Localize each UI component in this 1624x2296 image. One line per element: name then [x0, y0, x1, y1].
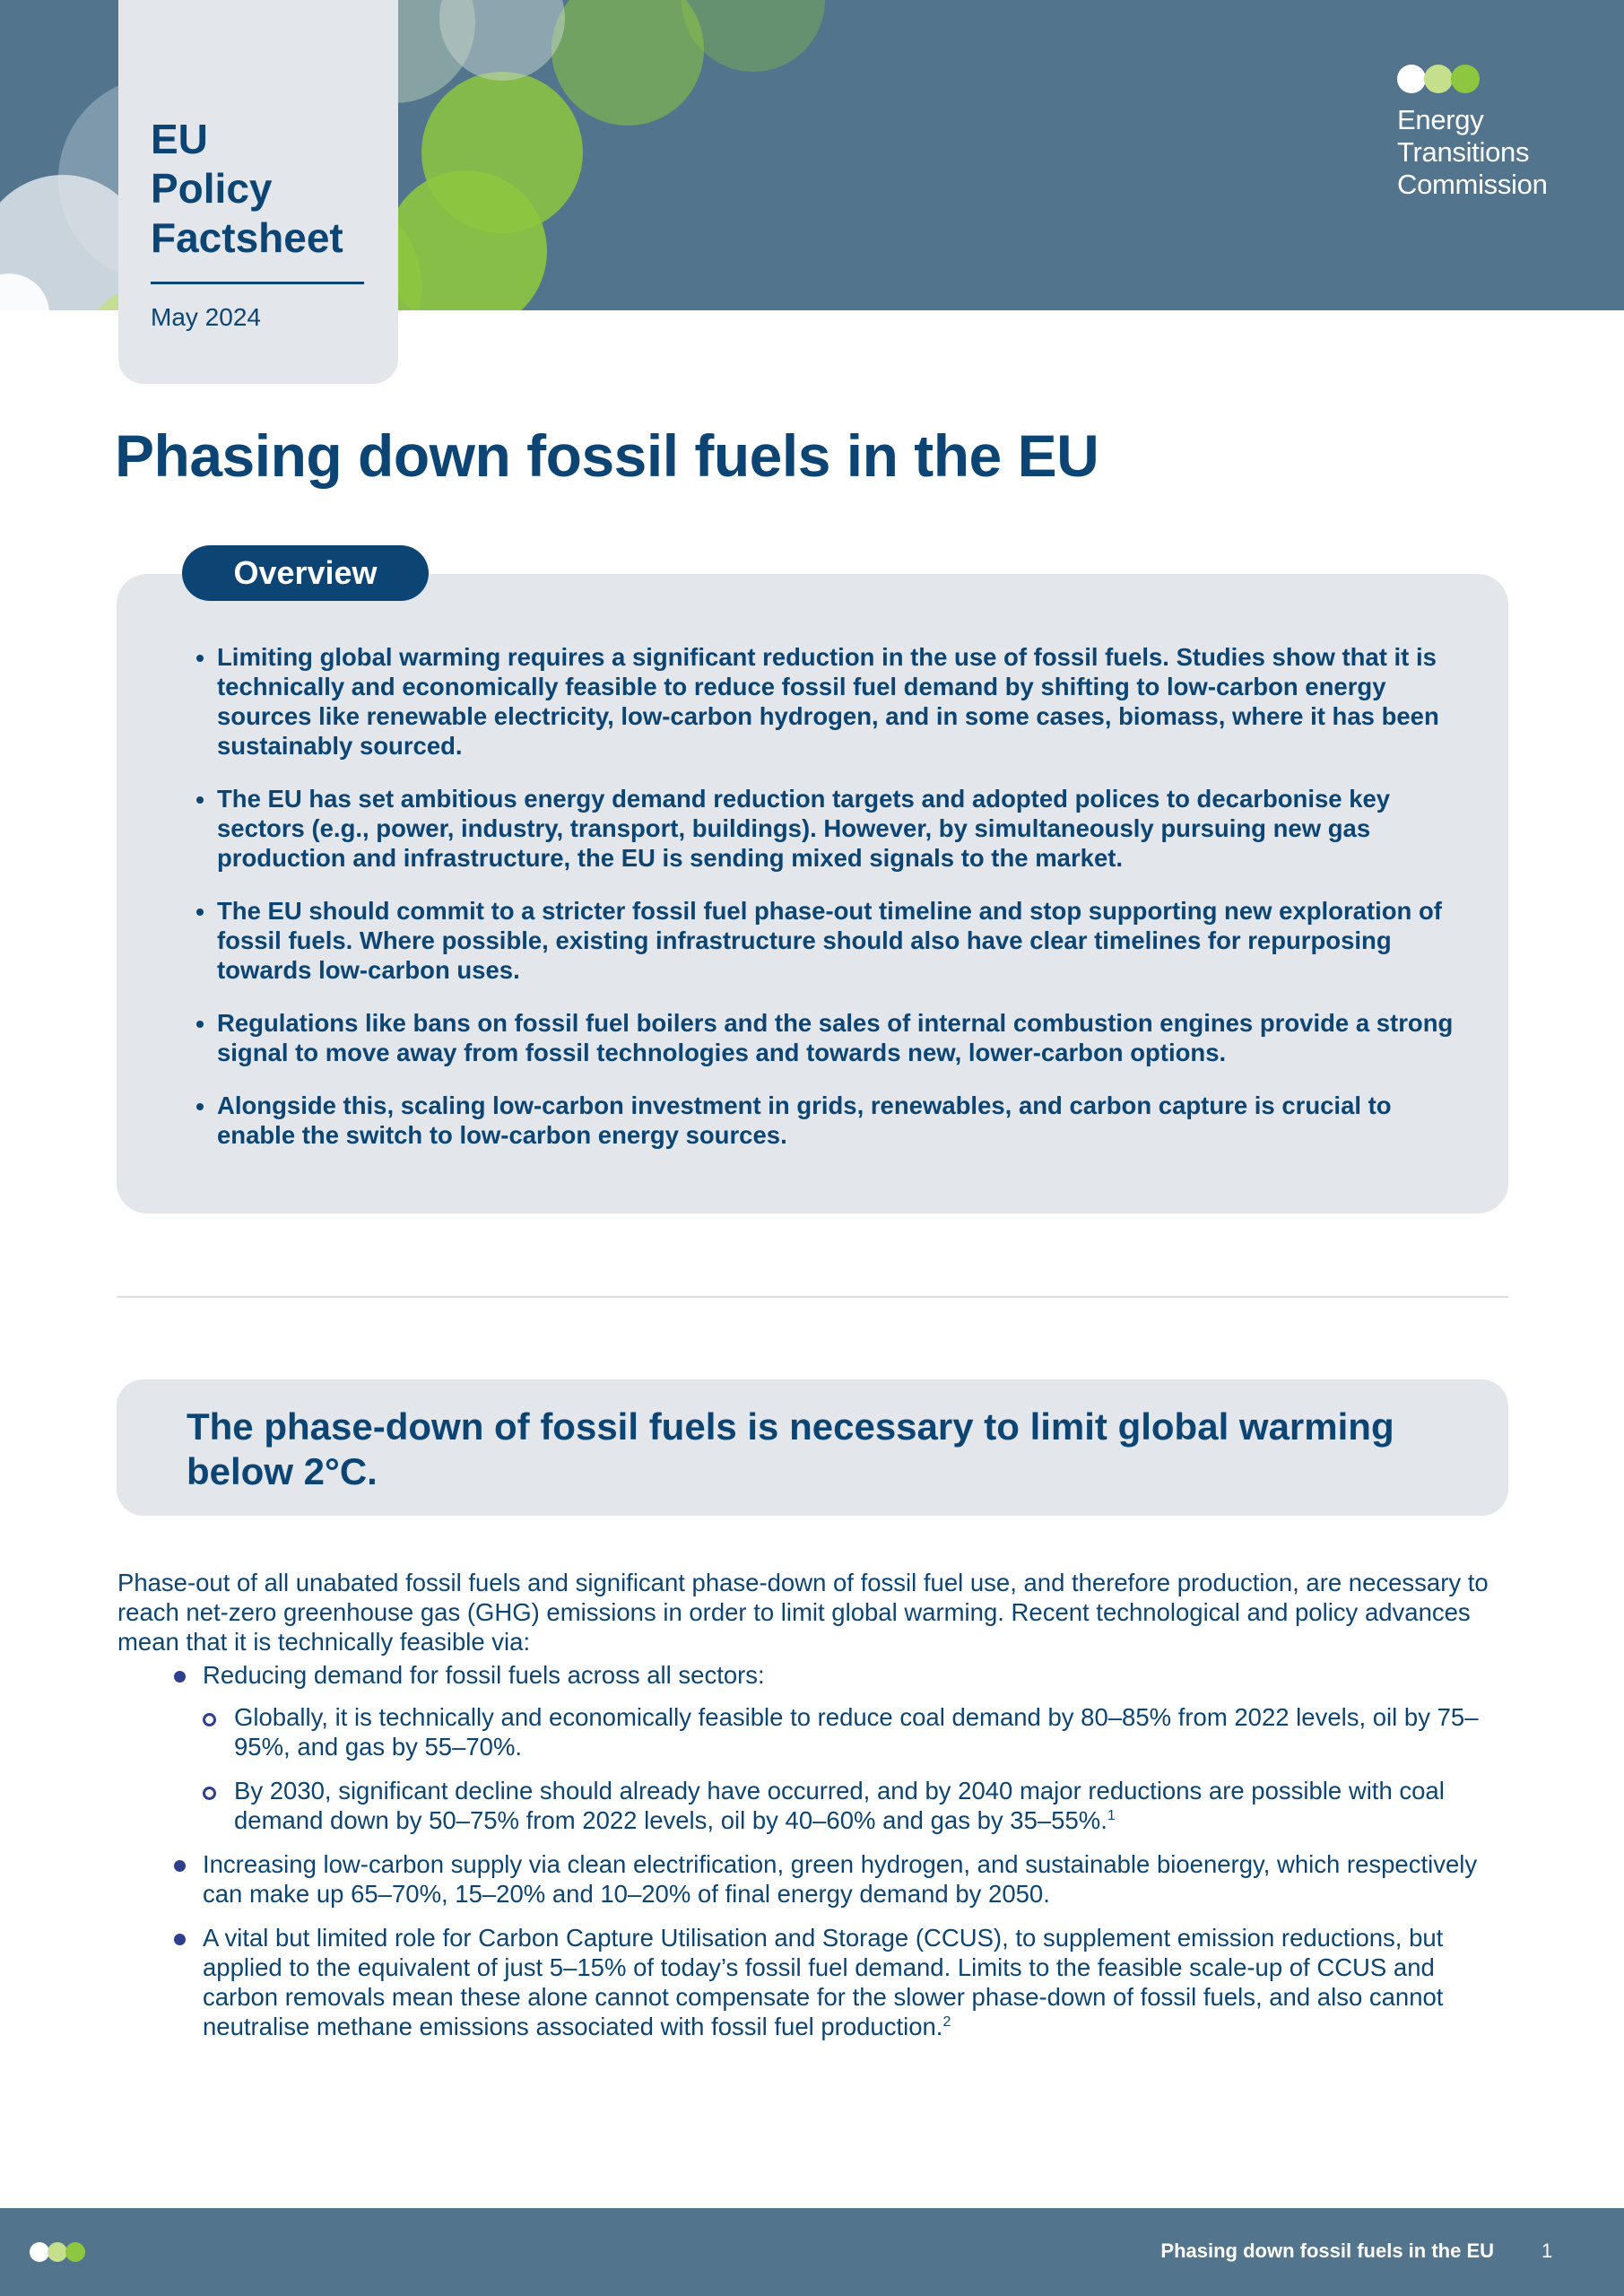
list-item	[117, 1660, 1512, 1835]
logo-line: Commission	[1397, 169, 1548, 200]
sub-list-item-text: By 2030, significant decline should already have occurred, and by 2040 major reductions are possible with coal demand down by 50–75% from 2022 levels, oil by 40–60% and gas by 35–55%.	[234, 1777, 1445, 1834]
logo-text	[1397, 104, 1548, 201]
overview-bullet: • The EU should commit to a stricter fossil fuel phase-out timeline and stop supporting new exploration of fossil fuels. Where possible, existing infrastructure should also have clear timelines for repurposing towards low-carbon uses.	[217, 896, 1472, 985]
tab-divider	[151, 282, 364, 284]
section-divider	[117, 1296, 1508, 1298]
feasibility-list	[117, 1660, 1512, 2041]
sub-list	[203, 1702, 1512, 1835]
overview-bullet: • Limiting global warming requires a significant reduction in the use of fossil fuels. Studies show that it is technically and economically feasible to reduce fossil fuel demand by shifting to low-carbon energy sources like renewable electricity, low-carbon hydrogen, and in some cases, biomass, where it has been sustainably sourced.	[217, 642, 1472, 761]
etc-logo	[1397, 65, 1548, 201]
logo-line: Transitions	[1397, 136, 1530, 168]
section-body	[117, 1568, 1512, 2056]
publication-date: May 2024	[151, 303, 261, 331]
sub-list-item: Globally, it is technically and economically feasible to reduce coal demand by 80–85% from 2022 levels, oil by 75–95%, and gas by 55–70%.	[203, 1702, 1512, 1761]
footnote-ref[interactable]: 2	[942, 2013, 951, 2030]
footer-logo-dots-icon	[30, 2242, 83, 2262]
list-item-text: Reducing demand for fossil fuels across all sectors:	[203, 1661, 765, 1689]
footer-bar	[0, 2208, 1624, 2296]
factsheet-label-line: Policy	[151, 165, 273, 212]
logo-line: Energy	[1397, 104, 1484, 135]
factsheet-label	[151, 115, 375, 263]
logo-dots-icon	[1397, 65, 1548, 93]
factsheet-label-line: EU	[151, 116, 208, 162]
footer-title: Phasing down fossil fuels in the EU	[1160, 2239, 1494, 2262]
overview-badge: Overview	[182, 545, 429, 601]
footnote-ref[interactable]: 1	[1107, 1807, 1116, 1823]
section-heading: The phase-down of fossil fuels is necessary to limit global warming below 2°C.	[187, 1405, 1394, 1492]
page-number: 1	[1541, 2239, 1553, 2262]
overview-bullet: • Regulations like bans on fossil fuel boilers and the sales of internal combustion engines provide a strong signal to move away from fossil technologies and towards new, lower-carbon options.	[217, 1008, 1472, 1067]
factsheet-tab	[118, 0, 398, 384]
sub-list-item	[203, 1776, 1512, 1835]
overview-bullet: • The EU has set ambitious energy demand reduction targets and adopted polices to decarbonise key sectors (e.g., power, industry, transport, buildings). However, by simultaneously pursuing new gas production and infrastructure, the EU is sending mixed signals to the market.	[217, 784, 1472, 873]
list-item	[117, 1923, 1512, 2041]
section-heading-panel	[117, 1379, 1508, 1516]
overview-list	[184, 642, 1472, 1173]
factsheet-label-line: Factsheet	[151, 214, 343, 261]
section-intro: Phase-out of all unabated fossil fuels and significant phase-down of fossil fuel use, and therefore production, are necessary to reach net-zero greenhouse gas (GHG) emissions in order to limit global warming. Recent technological and policy advances mean that it is technically feasible via:	[117, 1569, 1489, 1656]
list-item: Increasing low-carbon supply via clean electrification, green hydrogen, and sustainable bioenergy, which respectively can make up 65–70%, 15–20% and 10–20% of final energy demand by 2050.	[117, 1849, 1512, 1909]
list-item-text: A vital but limited role for Carbon Capture Utilisation and Storage (CCUS), to supplement emission reductions, but applied to the equivalent of just 5–15% of today’s fossil fuel demand. Limits to the feasible scale-up of CCUS and carbon removals mean these alone cannot compensate for the slower phase-down of fossil fuels, and also cannot neutralise methane emissions associated with fossil fuel production.	[203, 1924, 1444, 2040]
overview-bullet: • Alongside this, scaling low-carbon investment in grids, renewables, and carbon capture is crucial to enable the switch to low-carbon energy sources.	[217, 1091, 1472, 1150]
page-title: Phasing down fossil fuels in the EU	[115, 422, 1099, 489]
